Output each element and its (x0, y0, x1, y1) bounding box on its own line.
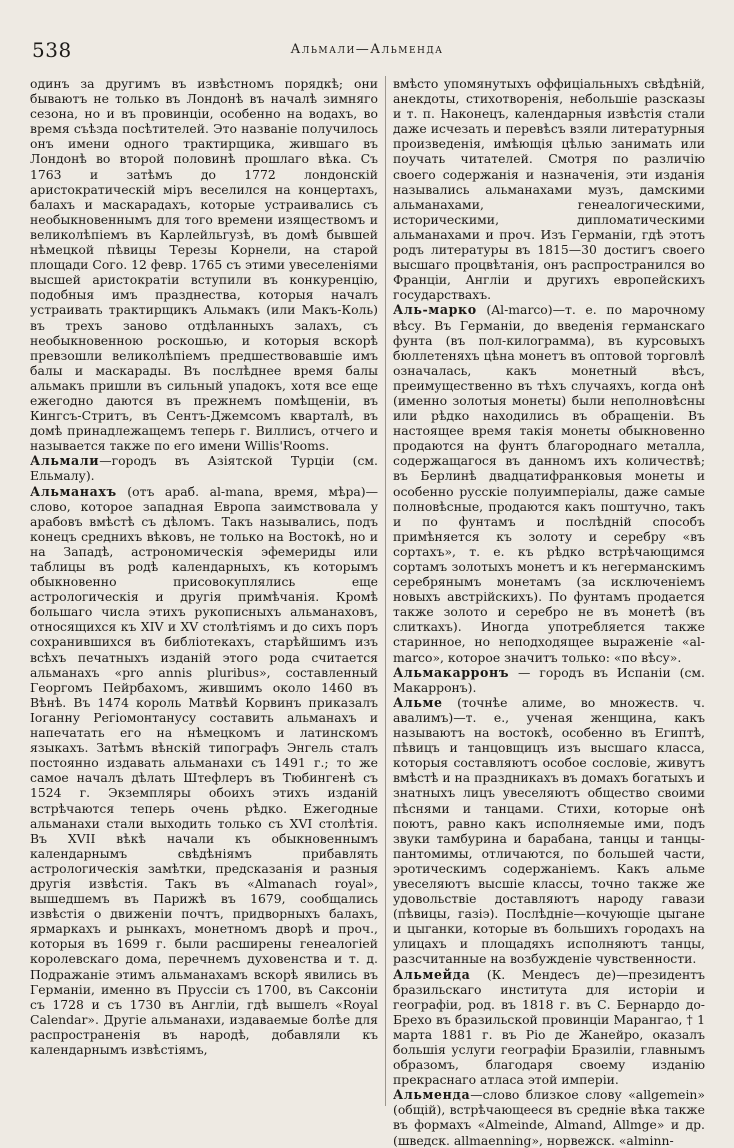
entry-almakarron (393, 665, 705, 695)
entry-alme (393, 695, 705, 967)
entry-almanakh (30, 484, 378, 1058)
headword-almanakh: Альманахъ (30, 483, 117, 499)
entry-almarko (393, 302, 705, 664)
headword-almeida: Альмейда (393, 966, 471, 982)
headword-almenda: Альменда (393, 1087, 471, 1103)
entry-almali-text: —городъ въ Азіятской Турціи (см. Ельмалу). (30, 453, 378, 484)
entry-almenda (393, 1087, 705, 1147)
continuation-text-almak: одинъ за другимъ въ извѣстномъ порядкѣ; они бываютъ не только въ Лондонѣ въ началѣ зимняго сезона, но и въ провинціи, особенно на водахъ, во время съѣзда посѣтителей. Это названіе получилось онъ имени одного трактирщика, жившаго въ Лондонѣ во второй половинѣ прошлаго вѣка. Съ 1763 и затѣмъ до 1772 лондонскій аристократическій міръ веселился на концертахъ, балахъ и маскарадахъ, которые устраивались съ необыкновеннымъ для того времени изяществомъ и великолѣпіемъ въ Карлейльгузѣ, въ домѣ бывшей нѣмецкой пѣвицы Терезы Корнели, на старой площади Сого. 12 февр. 1765 съ этими увеселеніями высшей аристократіи вступили въ конкуренцію, подобныя имъ празднества, которыя началъ устраивать трактирщикъ Альмакъ (или Макъ-Коль) въ трехъ заново отдѣланныхъ залахъ, съ необыкновенною роскошью, и которыя вскорѣ превзошли великолѣпіемъ предшествовавшіе имъ балы и маскарады. Въ послѣднее время балы альмакъ пришли въ сильный упадокъ, хотя все еще ежегодно даются въ прежнемъ помѣщеніи, въ Кингсъ-Стритъ, въ Сентъ-Джемсомъ кварталѣ, въ домѣ принадлежащемъ теперь г. Виллисъ, отчего и называется также по его имени Willis'Rooms. (30, 76, 378, 454)
headword-almakarron: Альмакарронъ (393, 664, 510, 680)
entry-almali (30, 453, 378, 483)
page-header (30, 38, 704, 64)
running-head: Альмали—Альменда (290, 42, 444, 57)
continuation-text-almanakh: вмѣсто упомянутыхъ оффиціальныхъ свѣдѣній, анекдоты, стихотворенія, небольшіе разсказы и т. п. Наконецъ, календарныя извѣстія стали даже исчезать и перевѣсъ взяли литературныя произведенія, имѣющія цѣлью занимать или поучать читателей. Смотря по различію своего содержанія и назначенія, эти изданія назывались альманахами музъ, дамскими альманахами, генеалогическими, историческими, дипломатическими альманахами и проч. Изъ Германіи, гдѣ этотъ родъ литературы въ 1815—30 достигъ своего высшаго процвѣтанія, онъ распространился во Франціи, Англіи и другихъ европейскихъ государствахъ. (393, 76, 705, 303)
entry-almeida (393, 967, 705, 1088)
right-column (393, 76, 705, 1148)
left-column (30, 76, 378, 1106)
column-divider (385, 76, 386, 1106)
headword-almarko: Аль-марко (393, 302, 477, 318)
headword-almali: Альмали (30, 453, 100, 469)
headword-alme: Альме (393, 694, 443, 710)
entry-alme-text: (точнѣе алиме, во множеств. ч. авалимъ)—т. е., ученая женщина, какъ называютъ на востокѣ, особенно въ Египтѣ, пѣвицъ и танцовщицъ изъ высшаго класса, которыя составляютъ особое сословіе, живутъ вмѣстѣ и на праздникахъ въ домахъ богатыхъ и знатныхъ лицъ увеселяютъ общество своими пѣснями и танцами. Стихи, которые онѣ поютъ, равно какъ исполняемые ими, подъ звуки тамбурина и барабана, танцы и танцы-пантомимы, отличаются, по большей части, эротическимъ содержаніемъ. Какъ альме увеселяютъ высшіе классы, точно также же удовольствіе доставляютъ народу гавази (пѣвицы, газіэ). Послѣдніе—кочующіе цыгане и цыганки, которые въ большихъ городахъ на улицахъ и площадяхъ исполняютъ танцы, разсчитанные на возбужденіе чувственности. (393, 694, 705, 967)
entry-almarko-text: (Al-marco)—т. е. по марочному вѣсу. Въ Германіи, до введенія германскаго фунта (въ пол-килограмма), въ курсовыхъ бюллетеняхъ цѣна монетъ въ оптовой торговлѣ означалась, какъ монетный вѣсъ, преимущественно въ тѣхъ случаяхъ, когда онѣ (именно золотыя монеты) были неполновѣсны или рѣдко находились въ обращеніи. Въ настоящее время такія монеты обыкновенно продаются на фунтъ благороднаго металла, содержащагося въ данномъ ихъ количествѣ; въ Берлинѣ двадцатифранковыя монеты и особенно русскіе полуимперіалы, даже самые полновѣсные, продаются какъ поштучно, такъ и по фунтамъ и послѣдній способъ примѣняется къ золоту и серебру «въ сортахъ», т. е. къ рѣдко встрѣчающимся сортамъ золотыхъ монетъ и къ негерманскимъ серебрянымъ монетамъ (за исключеніемъ новыхъ австрійскихъ). По фунтамъ продается также золото и серебро не въ монетѣ (въ слиткахъ). Иногда употребляется также старинное, но неподходящее выраженіе «al-marco», которое значитъ только: «по вѣсу». (393, 302, 705, 665)
entry-almanakh-text: (отъ араб. al-mana, время, мѣра)—слово, которое западная Европа заимствовала у арабовъ вмѣстѣ съ дѣломъ. Такъ назывались, подъ конецъ среднихъ вѣковъ, не только на Востокѣ, но и на Западѣ, астрономическія эфемериды или таблицы въ родѣ календарныхъ, къ которымъ обыкновенно присовокуплялись еще астрологическія и другія примѣчанія. Кромѣ большаго числа этихъ рукописныхъ альманаховъ, относящихся къ XIV и XV столѣтіямъ и до сихъ поръ сохранившихся въ библіотекахъ, старѣйшимъ изъ всѣхъ печатныхъ изданій этого рода считается альманахъ «pro annis pluribus», составленный Георгомъ Пейрбахомъ, жившимъ около 1460 въ Вѣнѣ. Въ 1474 король Матвѣй Корвинъ приказалъ Іоганну Регіомонтанусу составить альманахъ и напечатать его на нѣмецкомъ и латинскомъ языкахъ. Затѣмъ вѣнскій типографъ Энгель сталъ постоянно издавать альманахи съ 1491 г.; то же самое началъ дѣлать Штефлеръ въ Тюбингенѣ съ 1524 г. Экземпляры обоихъ этихъ изданій встрѣчаются теперь очень рѣдко. Ежегодные альманахи стали выходить только съ XVI столѣтія. Въ XVII вѣкѣ начали къ обыкновеннымъ календарнымъ свѣдѣніямъ прибавлять астрологическія замѣтки, предсказанія и разныя другія извѣстія. Такъ въ «Almanach royal», вышедшемъ въ Парижѣ въ 1679, сообщались извѣстія о движеніи почтъ, придворныхъ балахъ, ярмаркахъ и рынкахъ, монетномъ дворѣ и проч., которыя въ 1699 г. были расширены генеалогіей королевскаго дома, перечнемъ духовенства и т. д. Подражаніе этимъ альманахамъ вскорѣ явились въ Германіи, именно въ Пруссіи съ 1700, въ Саксоніи съ 1728 и съ 1730 въ Англіи, гдѣ вышелъ «Royal Calendar». Другіе альманахи, издаваемые болѣе для распространенія въ народѣ, добавляли къ календарнымъ извѣстіямъ, (30, 483, 378, 1057)
page-number: 538 (32, 38, 72, 62)
entry-almeida-text: (К. Мендесъ де)—президентъ бразильскаго института для исторіи и географіи, род. въ 1818 г. въ С. Бернардо до-Брехо въ бразильской провинціи Марангао, † 1 марта 1881 г. въ Ріо де Жанейро, оказалъ большія услуги географіи Бразиліи, главнымъ образомъ, благодаря своему изданію прекраснаго атласа этой имперіи. (393, 966, 705, 1088)
entry-almenda-text: —слово близкое слову «allgemein» (общій), встрѣчающееся въ средніе вѣка также въ формахъ «Almeinde, Almand, Allmge» и др. (шведск. allmaenning», норвежск. «alminn- (393, 1087, 705, 1148)
entry-almakarron-text: — городъ въ Испаніи (см. Макарронъ). (393, 664, 705, 695)
